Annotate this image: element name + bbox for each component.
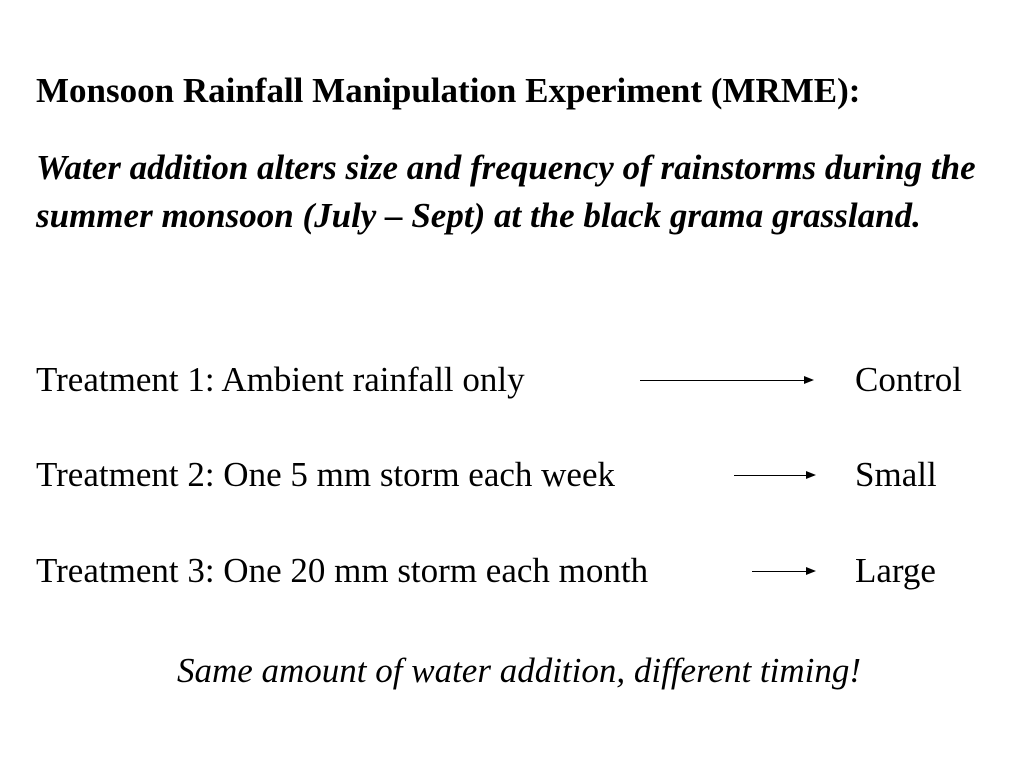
treatment-result-2: Small (855, 455, 937, 494)
treatment-row-2 (36, 453, 996, 497)
slide-title: Monsoon Rainfall Manipulation Experiment (MRME): (36, 71, 861, 110)
treatment-label-2: Treatment 2: One 5 mm storm each week (36, 455, 615, 494)
treatment-row-1 (36, 358, 996, 402)
slide-subtitle: Water addition alters size and frequency of rainstorms during the summer monsoon (July – Sept) at the black grama grassland. (36, 148, 976, 235)
treatment-label-1: Treatment 1: Ambient rainfall only (36, 360, 525, 399)
slide-footnote: Same amount of water addition, different timing! (176, 651, 862, 690)
treatment-label-3: Treatment 3: One 20 mm storm each month (36, 551, 649, 590)
treatment-result-3: Large (855, 551, 936, 590)
treatment-result-1: Control (855, 360, 962, 399)
right-arrow-icon (752, 571, 814, 572)
right-arrow-icon (734, 475, 814, 476)
right-arrow-icon (640, 380, 812, 381)
treatment-row-3 (36, 549, 996, 593)
